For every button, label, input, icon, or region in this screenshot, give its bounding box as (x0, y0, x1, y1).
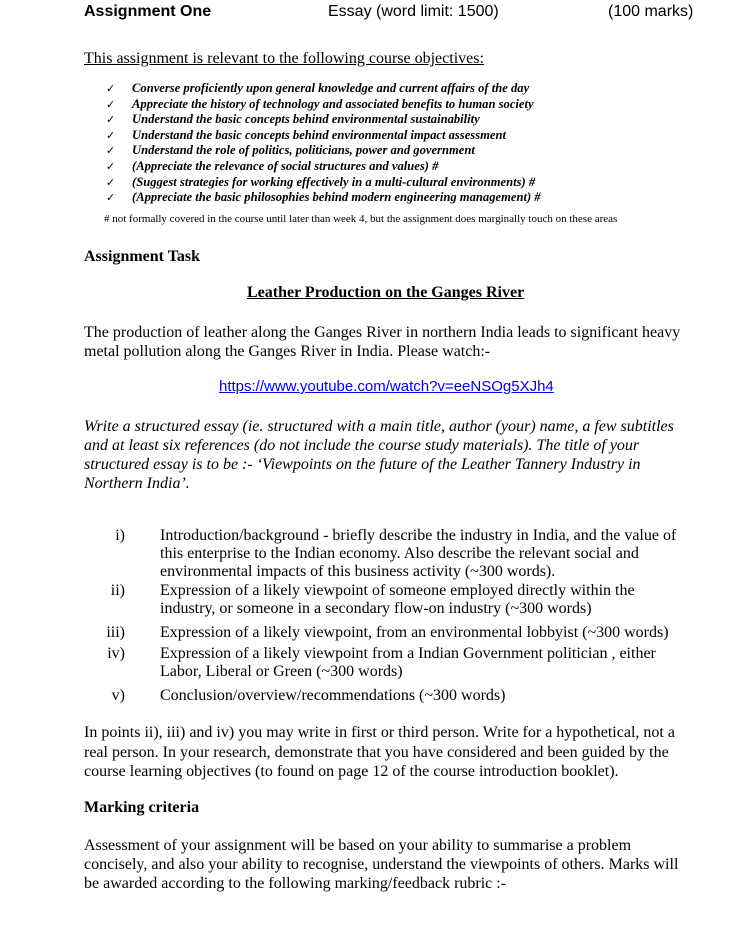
objectives-intro: This assignment is relevant to the following course objectives: (84, 50, 484, 67)
objective-text: (Suggest strategies for working effectively in a multi-cultural environments) # (132, 174, 536, 189)
task-number: ii) (110, 582, 125, 599)
check-mark-icon: ✓ (106, 159, 116, 173)
essay-title: Leather Production on the Ganges River (247, 284, 525, 301)
objective-item (104, 143, 541, 159)
assignment-type: Essay (word limit: 1500) (328, 3, 499, 20)
video-link[interactable]: https://www.youtube.com/watch?v=eeNSOg5XJh4 (219, 378, 554, 395)
objective-text: Appreciate the history of technology and associated benefits to human society (132, 96, 534, 111)
objective-text: (Appreciate the basic philosophies behind modern engineering management) # (132, 190, 541, 205)
objectives-footnote: # not formally covered in the course until later than week 4, but the assignment does marginally touch on these areas (104, 213, 618, 225)
marking-heading: Marking criteria (84, 799, 200, 816)
assignment-marks: (100 marks) (608, 3, 694, 20)
objective-item (104, 97, 541, 113)
objective-item (104, 81, 541, 97)
task-heading: Assignment Task (84, 248, 201, 265)
objective-item (104, 128, 541, 144)
task-number: i) (115, 527, 125, 544)
assessment-paragraph: Assessment of your assignment will be based on your ability to summarise a problem concisely, and also your ability to recognise, understand the viewpoints of others. Marks will be awarded according to the following marking/feedback rubric :- (84, 837, 679, 892)
objective-text: (Appreciate the relevance of social structures and values) # (132, 158, 439, 173)
intro-paragraph: The production of leather along the Ganges River in northern India leads to significant heavy metal pollution along the Ganges River in India. Please watch:- (84, 324, 681, 360)
check-mark-icon: ✓ (106, 175, 116, 189)
task-text: Expression of a likely viewpoint of someone employed directly within the industry, or someone in a secondary flow-on industry (~300 words) (160, 582, 635, 617)
check-mark-icon: ✓ (106, 191, 116, 205)
check-mark-icon: ✓ (106, 113, 116, 127)
objective-item (104, 175, 541, 191)
check-mark-icon: ✓ (106, 82, 116, 95)
assignment-title: Assignment One (84, 3, 212, 20)
objective-item (104, 112, 541, 128)
objective-item (104, 159, 541, 175)
task-text: Introduction/background - briefly describe the industry in India, and the value of this enterprise to the Indian economy. Also describe the relevant social and environmental impacts of this business activity (~300 words). (160, 527, 677, 580)
task-number: iii) (106, 624, 125, 641)
objective-text: Understand the role of politics, politicians, power and government (132, 143, 475, 158)
task-text: Expression of a likely viewpoint, from an environmental lobbyist (~300 words) (160, 624, 669, 641)
task-paragraph: Write a structured essay (ie. structured with a main title, author (your) name, a few subtitles and at least six references (do not include the course study materials). The title of your structured essay is to be :- ‘Viewpoints on the future of the Leather Tannery Industry in Northern India’. (84, 418, 674, 492)
task-number: v) (111, 687, 125, 704)
check-mark-icon: ✓ (106, 97, 116, 111)
objective-text: Converse proficiently upon general knowledge and current affairs of the day (132, 81, 530, 95)
person-paragraph: In points ii), iii) and iv) you may write in first or third person. Write for a hypothetical, not a real person. In your research, demonstrate that you have considered and been guided by the course learning objectives (to found on page 12 of the course introduction booklet). (84, 724, 675, 780)
check-mark-icon: ✓ (106, 128, 116, 142)
objective-item (104, 190, 541, 206)
task-number: iv) (107, 645, 125, 662)
objective-text: Understand the basic concepts behind environmental sustainability (132, 112, 480, 127)
objective-text: Understand the basic concepts behind environmental impact assessment (132, 127, 506, 142)
task-text: Expression of a likely viewpoint from a Indian Government politician , either Labor, Liberal or Green (~300 words) (160, 645, 656, 680)
check-mark-icon: ✓ (106, 144, 116, 158)
objectives-list (104, 81, 541, 206)
task-text: Conclusion/overview/recommendations (~300 words) (160, 687, 506, 704)
